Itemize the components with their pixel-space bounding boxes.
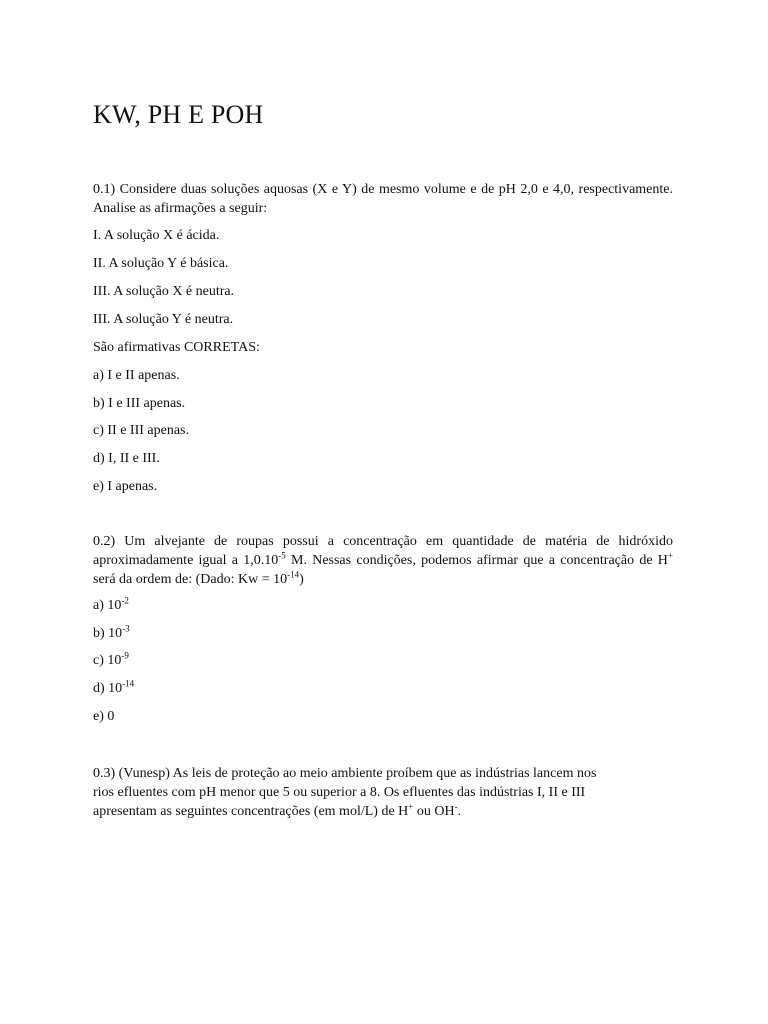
q1-option-a: a) I e II apenas.	[93, 368, 180, 383]
q3-line-2: rios efluentes com pH menor que 5 ou superior a 8. Os efluentes das indústrias I, II e III	[93, 785, 586, 800]
q2-stem-exponent-2: -14	[287, 569, 300, 580]
q3-line-3-part-3: .	[457, 804, 462, 819]
q2-option-b-base: b) 10	[93, 626, 123, 641]
q1-statement-4: III. A solução Y é neutra.	[93, 312, 234, 327]
question-1	[93, 180, 673, 218]
q2-option-b	[93, 624, 673, 643]
question-3	[93, 764, 673, 821]
document-title: KW, PH E POH	[93, 100, 264, 129]
q2-stem-part-1: 0.2) Um alvejante de roupas possui a concentração em quantidade de matéria de hidróxido aproximadamente igual a 1,0.10	[93, 534, 673, 568]
q3-line-3	[93, 802, 673, 821]
q1-prompt: São afirmativas CORRETAS:	[93, 340, 260, 355]
q2-option-e-base: e) 0	[93, 709, 115, 724]
q2-stem-part-4: )	[299, 572, 304, 587]
q2-option-a-exponent: -2	[121, 595, 129, 606]
q2-option-c-base: c) 10	[93, 653, 122, 668]
q2-option-e	[93, 707, 673, 726]
q1-option-d: d) I, II e III.	[93, 451, 160, 466]
q1-option-c: c) II e III apenas.	[93, 423, 189, 438]
q3-line-3-part-1: apresentam as seguintes concentrações (em mol/L) de H	[93, 804, 409, 819]
q2-option-b-exponent: -3	[122, 623, 130, 634]
q2-option-d	[93, 679, 673, 698]
q3-line-3-minus: -	[454, 801, 458, 812]
q1-option-b: b) I e III apenas.	[93, 396, 186, 411]
q1-statement-3: III. A solução X é neutra.	[93, 284, 235, 299]
q1-option-e: e) I apenas.	[93, 479, 158, 494]
q2-option-c-exponent: -9	[121, 650, 129, 661]
q2-option-d-base: d) 10	[93, 681, 123, 696]
q2-stem-part-2: M. Nessas condições, podemos afirmar que a concentração de H	[285, 553, 668, 568]
q2-stem-part-3: será da ordem de: (Dado: Kw = 10	[93, 572, 288, 587]
question-2	[93, 532, 673, 589]
q2-option-d-exponent: -14	[122, 678, 135, 689]
q1-stem: 0.1) Considere duas soluções aquosas (X e Y) de mesmo volume e de pH 2,0 e 4,0, respectivamente. Analise as afirmações a seguir:	[93, 182, 673, 216]
q2-stem	[93, 532, 673, 589]
q2-option-c	[93, 651, 673, 670]
q1-statement-1: I. A solução X é ácida.	[93, 228, 220, 243]
q2-option-a	[93, 596, 673, 615]
q2-stem-plus: +	[667, 550, 673, 561]
q3-line-1: 0.3) (Vunesp) As leis de proteção ao meio ambiente proíbem que as indústrias lancem nos	[93, 766, 597, 781]
q2-option-a-base: a) 10	[93, 598, 122, 613]
q3-line-3-part-2: ou OH	[413, 804, 455, 819]
q2-stem-exponent-1: -5	[278, 550, 286, 561]
q3-line-3-plus: +	[408, 801, 414, 812]
q1-statement-2: II. A solução Y é básica.	[93, 256, 229, 271]
